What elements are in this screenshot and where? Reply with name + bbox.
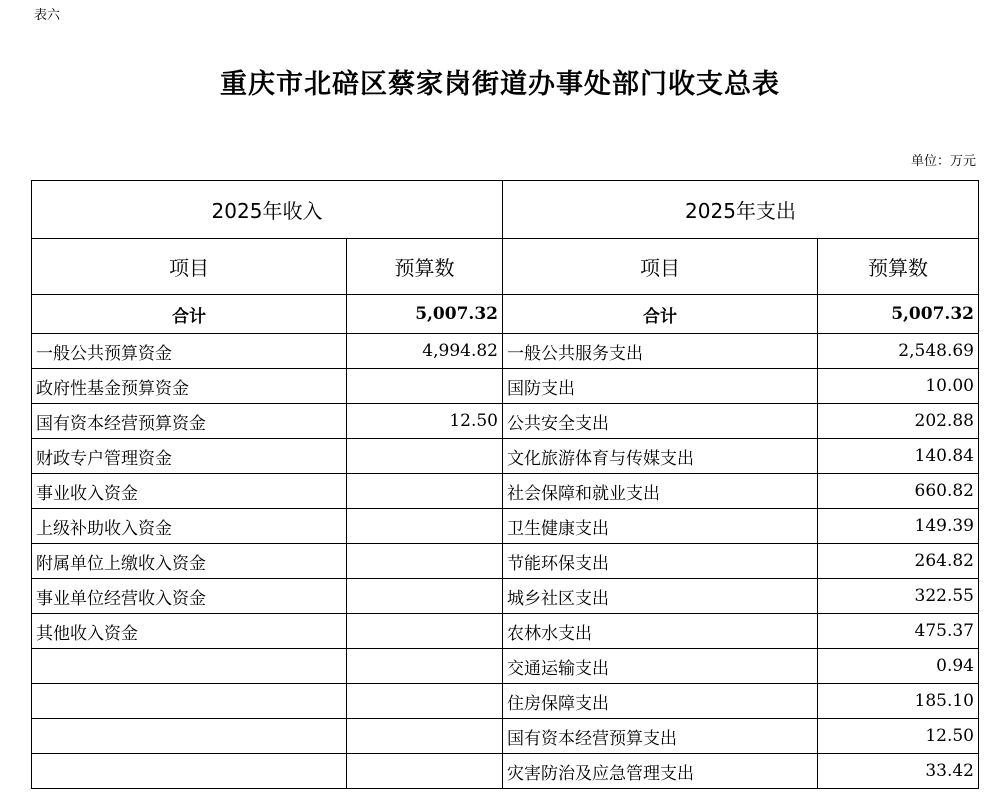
income-item-cell: 事业单位经营收入资金 xyxy=(32,579,347,614)
income-total-label: 合计 xyxy=(32,295,347,334)
income-item-cell: 事业收入资金 xyxy=(32,474,347,509)
income-header: 2025年收入 xyxy=(32,181,503,239)
income-item-cell: 国有资本经营预算资金 xyxy=(32,404,347,439)
income-item-cell: 财政专户管理资金 xyxy=(32,439,347,474)
expense-value-cell: 149.39 xyxy=(818,509,979,544)
table-row xyxy=(32,614,979,649)
table-row xyxy=(32,509,979,544)
income-value-cell xyxy=(347,684,503,719)
expense-value-cell: 322.55 xyxy=(818,579,979,614)
table-row xyxy=(32,474,979,509)
year-header-row xyxy=(32,181,979,239)
income-item-cell: 上级补助收入资金 xyxy=(32,509,347,544)
income-item-cell xyxy=(32,719,347,754)
income-value-cell xyxy=(347,719,503,754)
income-item-cell xyxy=(32,684,347,719)
income-value-cell xyxy=(347,369,503,404)
expense-value-cell: 475.37 xyxy=(818,614,979,649)
table-row xyxy=(32,719,979,754)
expense-value-cell: 185.10 xyxy=(818,684,979,719)
expense-header: 2025年支出 xyxy=(503,181,979,239)
expense-item-cell: 城乡社区支出 xyxy=(503,579,818,614)
income-value-cell xyxy=(347,579,503,614)
expense-item-cell: 社会保障和就业支出 xyxy=(503,474,818,509)
expense-budget-header: 预算数 xyxy=(818,239,979,295)
income-value-cell xyxy=(347,544,503,579)
expense-item-cell: 节能环保支出 xyxy=(503,544,818,579)
budget-table xyxy=(31,180,979,789)
income-budget-header: 预算数 xyxy=(347,239,503,295)
income-value-cell xyxy=(347,439,503,474)
income-item-cell: 一般公共预算资金 xyxy=(32,334,347,369)
table-row xyxy=(32,754,979,789)
income-value-cell xyxy=(347,474,503,509)
table-row xyxy=(32,544,979,579)
table-row xyxy=(32,649,979,684)
expense-value-cell: 2,548.69 xyxy=(818,334,979,369)
expense-item-cell: 国有资本经营预算支出 xyxy=(503,719,818,754)
expense-value-cell: 264.82 xyxy=(818,544,979,579)
expense-item-cell: 一般公共服务支出 xyxy=(503,334,818,369)
income-item-header: 项目 xyxy=(32,239,347,295)
income-total-value: 5,007.32 xyxy=(347,295,503,334)
income-value-cell: 4,994.82 xyxy=(347,334,503,369)
expense-item-cell: 灾害防治及应急管理支出 xyxy=(503,754,818,789)
table-row xyxy=(32,684,979,719)
expense-item-header: 项目 xyxy=(503,239,818,295)
table-number-label: 表六 xyxy=(34,8,61,23)
expense-item-cell: 交通运输支出 xyxy=(503,649,818,684)
income-item-cell xyxy=(32,649,347,684)
income-item-cell: 政府性基金预算资金 xyxy=(32,369,347,404)
income-item-cell xyxy=(32,754,347,789)
total-row xyxy=(32,295,979,334)
expense-item-cell: 国防支出 xyxy=(503,369,818,404)
expense-value-cell: 0.94 xyxy=(818,649,979,684)
expense-value-cell: 33.42 xyxy=(818,754,979,789)
page-title: 重庆市北碚区蔡家岗街道办事处部门收支总表 xyxy=(220,69,780,100)
expense-item-cell: 农林水支出 xyxy=(503,614,818,649)
table-row xyxy=(32,439,979,474)
expense-total-label: 合计 xyxy=(503,295,818,334)
income-value-cell xyxy=(347,614,503,649)
unit-label: 单位：万元 xyxy=(910,154,976,169)
income-value-cell xyxy=(347,754,503,789)
expense-item-cell: 公共安全支出 xyxy=(503,404,818,439)
expense-value-cell: 660.82 xyxy=(818,474,979,509)
expense-item-cell: 文化旅游体育与传媒支出 xyxy=(503,439,818,474)
income-item-cell: 附属单位上缴收入资金 xyxy=(32,544,347,579)
expense-value-cell: 202.88 xyxy=(818,404,979,439)
table-row xyxy=(32,334,979,369)
table-row xyxy=(32,579,979,614)
expense-value-cell: 10.00 xyxy=(818,369,979,404)
table-row xyxy=(32,404,979,439)
expense-value-cell: 140.84 xyxy=(818,439,979,474)
expense-total-value: 5,007.32 xyxy=(818,295,979,334)
income-value-cell: 12.50 xyxy=(347,404,503,439)
income-value-cell xyxy=(347,509,503,544)
column-header-row xyxy=(32,239,979,295)
expense-item-cell: 卫生健康支出 xyxy=(503,509,818,544)
expense-item-cell: 住房保障支出 xyxy=(503,684,818,719)
expense-value-cell: 12.50 xyxy=(818,719,979,754)
income-value-cell xyxy=(347,649,503,684)
table-row xyxy=(32,369,979,404)
income-item-cell: 其他收入资金 xyxy=(32,614,347,649)
